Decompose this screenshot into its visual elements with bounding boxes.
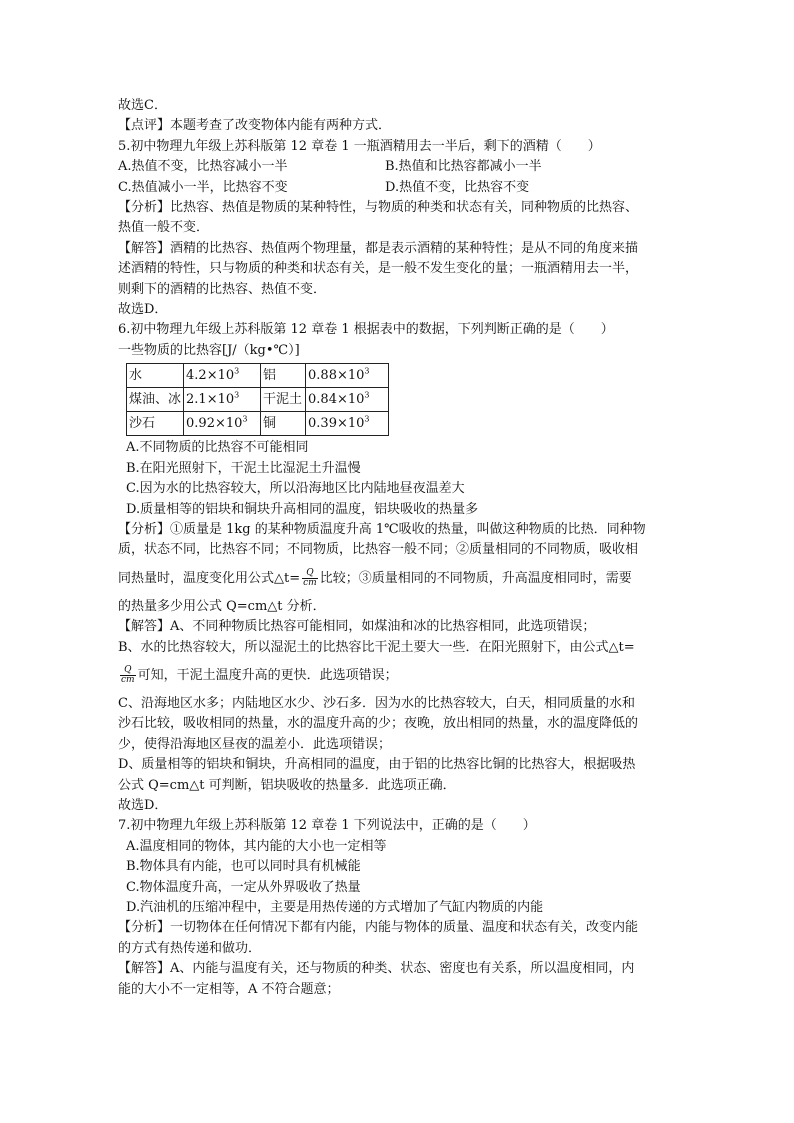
analysis-formula-line: 同热量时，温度变化用公式△t= $\frac{Q}{cm}$ 比较；③质量相同的不同物质，升高温度相同时，需要 bbox=[118, 567, 632, 588]
analysis-line: 质，状态不同，比热容不同；不同物质，比热容一般不同；②质量相同的不同物质，吸收相 bbox=[118, 542, 639, 558]
solution-line: 【解答】A、不同种物质比热容可能相同，如煤油和冰的比热容相同，此选项错误； bbox=[118, 619, 596, 635]
document-page bbox=[118, 96, 688, 1000]
analysis-line: 【分析】比热容、热值是物质的某种特性，与物质的种类和状态有关，同种物质的比热容、 bbox=[118, 200, 639, 216]
option-c: C.热值减小一半，比热容不变 bbox=[118, 179, 288, 195]
option-b: B.在阳光照射下，干泥土比湿泥土升温慢 bbox=[126, 460, 361, 476]
question-5-stem: 5.初中物理九年级上苏科版第 12 章卷 1 一瓶酒精用去一半后，剩下的酒精（ ） bbox=[118, 138, 601, 154]
table-row bbox=[127, 412, 389, 436]
analysis-line: 【分析】①质量是 1kg 的某种物质温度升高 1℃吸收的热量，叫做这种物质的比热．同种物 bbox=[118, 521, 646, 537]
analysis-line: 热值一般不变． bbox=[118, 220, 210, 236]
table-cell: 铜 bbox=[261, 412, 306, 436]
specific-heat-table bbox=[126, 363, 389, 436]
option-a: A.热值不变，比热容减小一半 bbox=[118, 159, 288, 175]
formula-fraction: $\frac{Q}{cm}$ bbox=[121, 664, 135, 685]
option-c: C.因为水的比热容较大，所以沿海地区比内陆地昼夜温差大 bbox=[126, 481, 465, 497]
table-cell: $4.2\times 10^3$ bbox=[184, 364, 261, 388]
question-5-options-row-1 bbox=[118, 157, 688, 177]
analysis-line: 的热量多少用公式 Q=cm△t 分析． bbox=[118, 598, 326, 614]
solution-line: 【解答】A、内能与温度有关，还与物质的种类、状态、密度也有关系，所以温度相同，内 bbox=[118, 961, 635, 977]
solution-line: B、水的比热容较大，所以湿泥土的比热容比干泥土要大一些．在阳光照射下，由公式△t= bbox=[118, 639, 635, 655]
table-cell: 沙石 bbox=[127, 412, 184, 436]
table-row bbox=[127, 388, 389, 412]
solution-line: C、沿海地区水多；内陆地区水少、沙石多．因为水的比热容较大，白天，相同质量的水和 bbox=[118, 695, 635, 711]
answer-line: 故选D． bbox=[118, 797, 168, 813]
solution-line: 【解答】酒精的比热容、热值两个物理量，都是表示酒精的某种特性；是从不同的角度来描 bbox=[118, 240, 639, 256]
option-b: B.物体具有内能，也可以同时具有机械能 bbox=[126, 859, 361, 875]
option-c: C.物体温度升高，一定从外界吸收了热量 bbox=[126, 879, 361, 895]
option-a: A.温度相同的物体，其内能的大小也一定相等 bbox=[126, 838, 387, 854]
analysis-line: 的方式有热传递和做功． bbox=[118, 940, 262, 956]
solution-formula-line: $\frac{Q}{cm}$ 可知，干泥土温度升高的更快．此选项错误； bbox=[121, 664, 398, 685]
solution-line: 能的大小不一定相等，A 不符合题意； bbox=[118, 981, 340, 997]
table-cell: 煤油、冰 bbox=[127, 388, 184, 412]
solution-line: 少，使得沿海地区昼夜的温差小．此选项错误； bbox=[118, 736, 392, 752]
solution-line: 沙石比较，吸收相同的热量，水的温度升高的少；夜晚，放出相同的热量，水的温度降低的 bbox=[118, 716, 639, 732]
formula-fraction: $\frac{Q}{cm}$ bbox=[303, 567, 317, 588]
option-a: A.不同物质的比热容不可能相同 bbox=[126, 440, 309, 456]
solution-line: 则剩下的酒精的比热容、热值不变． bbox=[118, 281, 327, 297]
option-d: D.热值不变，比热容不变 bbox=[385, 179, 530, 195]
solution-line: D、质量相等的铝块和铜块，升高相同的温度，由于铝的比热容比铜的比热容大，根据吸热 bbox=[118, 757, 636, 773]
table-cell: $0.88\times 10^3$ bbox=[306, 364, 389, 388]
table-cell: 干泥土 bbox=[261, 388, 306, 412]
table-cell: $0.92\times 10^3$ bbox=[184, 412, 261, 436]
question-5-options-row-2 bbox=[118, 178, 688, 198]
option-b: B.热值和比热容都减小一半 bbox=[385, 159, 542, 175]
solution-line: 述酒精的特性，只与物质的种类和状态有关，是一般不发生变化的量；一瓶酒精用去一半， bbox=[118, 261, 639, 277]
comment-line: 【点评】本题考查了改变物体内能有两种方式． bbox=[118, 118, 392, 134]
analysis-line: 【分析】一切物体在任何情况下都有内能，内能与物体的质量、温度和状态有关，改变内能 bbox=[118, 920, 639, 936]
option-d: D.汽油机的压缩冲程中，主要是用热传递的方式增加了气缸内物质的内能 bbox=[126, 900, 544, 915]
table-caption: 一些物质的比热容[J/（kg•℃）] bbox=[118, 342, 300, 358]
table-cell: $2.1\times 10^3$ bbox=[184, 388, 261, 412]
table-cell: $0.84\times 10^3$ bbox=[306, 388, 389, 412]
table-row bbox=[127, 364, 389, 388]
table-cell: 铝 bbox=[261, 364, 306, 388]
answer-line: 故选C． bbox=[118, 98, 167, 113]
table-cell: 水 bbox=[127, 364, 184, 388]
question-7-stem: 7.初中物理九年级上苏科版第 12 章卷 1 下列说法中，正确的是（ ） bbox=[118, 818, 536, 834]
solution-line: 公式 Q=cm△t 可判断，铝块吸收的热量多．此选项正确． bbox=[118, 777, 456, 793]
answer-line: 故选D． bbox=[118, 302, 168, 318]
table-cell: $0.39\times 10^3$ bbox=[306, 412, 389, 436]
option-d: D.质量相等的铝块和铜块升高相同的温度，铝块吸收的热量多 bbox=[126, 501, 479, 517]
question-6-stem: 6.初中物理九年级上苏科版第 12 章卷 1 根据表中的数据，下列判断正确的是（ ） bbox=[118, 322, 614, 338]
